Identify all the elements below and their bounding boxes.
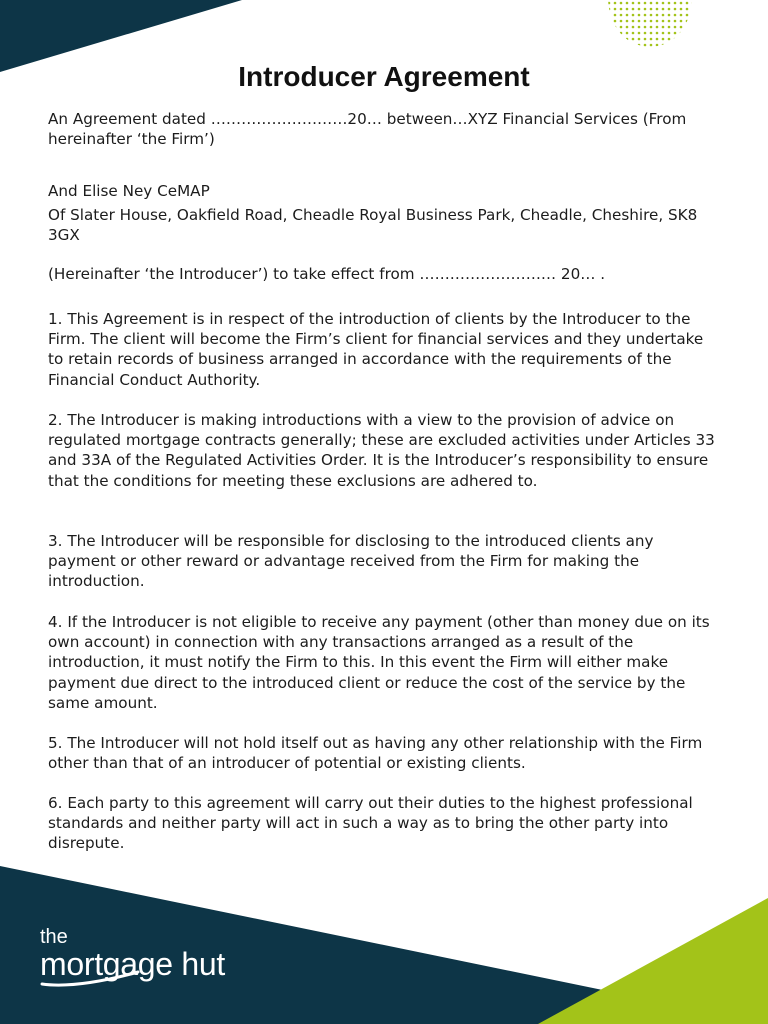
agreement-date-paragraph: An Agreement dated ………………………20… between…XYZ Financial Services (From hereinafter ‘the Firm’) [48, 110, 687, 149]
dot-pattern-decoration [600, 0, 700, 50]
page-title: Introducer Agreement [238, 60, 530, 92]
clause-3: 3. The Introducer will be responsible for disclosing to the introduced clients any payment or other reward or advantage received from the Firm for making the introduction. [48, 532, 654, 591]
clause-4: 4. If the Introducer is not eligible to receive any payment (other than money due on its own account) in connection with any transactions arranged as a result of the introduction, it must notify the Firm to this. In this event the Firm will either make payment due direct to the introduced client or reduce the cost of the service by the same amount. [48, 613, 710, 712]
effective-date-paragraph: (Hereinafter ‘the Introducer’) to take effect from ……………………… 20… . [48, 265, 606, 283]
introducer-name: And Elise Ney CeMAP [48, 182, 210, 200]
clause-1: 1. This Agreement is in respect of the introduction of clients by the Introducer to the Firm. The client will become the Firm’s client for financial services and they undertake to retain records of business arranged in accordance with the requirements of the Financial Conduct Authority. [48, 310, 704, 389]
logo-line-the: the [40, 926, 68, 948]
logo-swoosh-icon [40, 970, 190, 990]
clause-5: 5. The Introducer will not hold itself out as having any other relationship with the Firm other than that of an introducer of potential or existing clients. [48, 734, 703, 773]
introducer-address: Of Slater House, Oakfield Road, Cheadle Royal Business Park, Cheadle, Cheshire, SK8 3GX [48, 206, 698, 245]
clause-6: 6. Each party to this agreement will carry out their duties to the highest professional standards and neither party will act in such a way as to bring the other party into disrepute. [48, 794, 693, 853]
logo-line-name: mortgage hut [40, 946, 225, 982]
clause-2: 2. The Introducer is making introductions with a view to the provision of advice on regulated mortgage contracts generally; these are excluded activities under Articles 33 and 33A of the Regulated Activities Order. It is the Introducer’s responsibility to ensure that the conditions for meeting these exclusions are adhered to. [48, 411, 715, 490]
